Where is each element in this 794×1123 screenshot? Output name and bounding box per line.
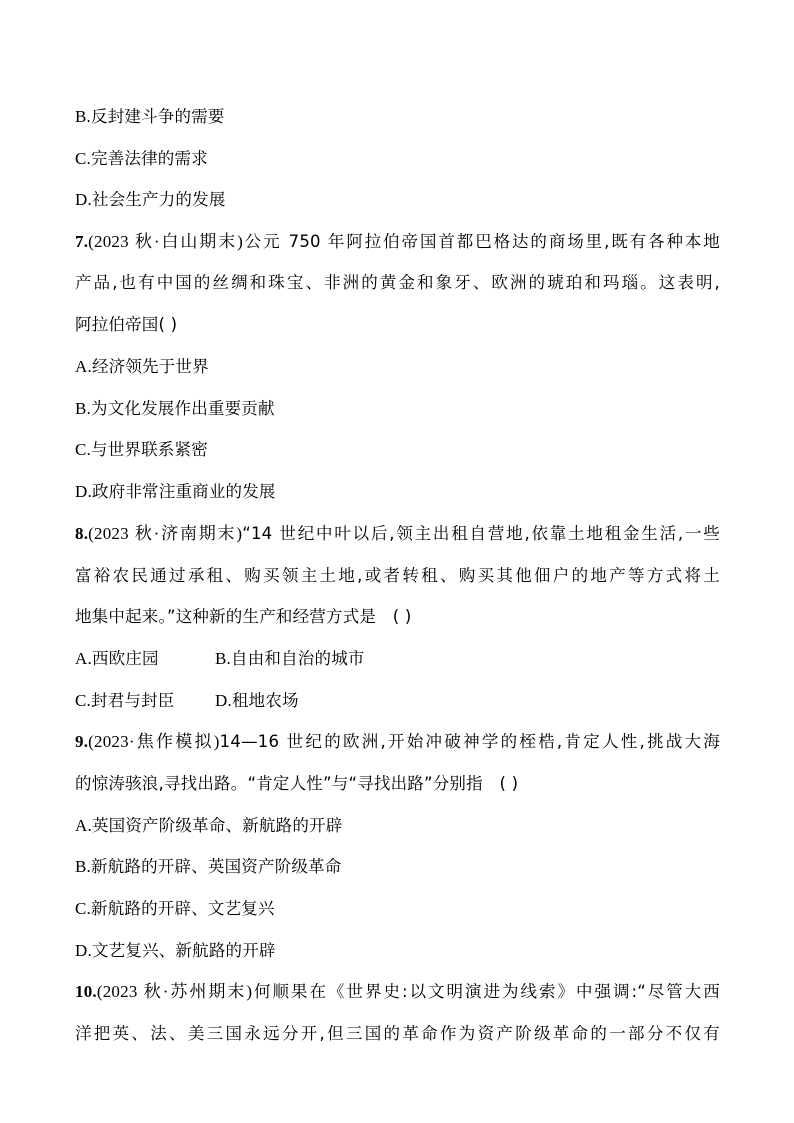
option-letter: A.	[75, 357, 92, 376]
option-letter: B.	[75, 107, 91, 126]
q8-stem-line-1	[75, 523, 720, 545]
stem-text: “14 世纪中叶以后,领主出租自营地,依靠土地租金生活,一些	[242, 524, 720, 543]
option-text: 经济领先于世界	[91, 357, 209, 376]
option-letter: D.	[75, 941, 92, 960]
q8-option-b	[215, 648, 365, 670]
q9-option-d	[75, 940, 276, 962]
option-letter: C.	[75, 440, 91, 459]
stem-text: 14—16 世纪的欧洲,开始冲破神学的桎梏,肯定人性,挑战大海	[219, 732, 720, 751]
q8-option-a	[75, 648, 215, 670]
stem-text: 富裕农民通过承租、购买领主土地,或者转租、购买其他佃户的地产等方式将土	[75, 566, 720, 585]
q7-stem-line-2	[75, 272, 720, 294]
stem-text: 阿拉伯帝国( )	[75, 315, 178, 334]
q8-option-c	[75, 690, 215, 712]
q10-stem-line-1	[75, 981, 720, 1003]
option-text: 西欧庄园	[91, 649, 159, 668]
q7-stem-line-1	[75, 231, 720, 253]
q9-stem-line-1	[75, 731, 720, 753]
option-text: 政府非常注重商业的发展	[91, 482, 276, 501]
q7-option-d	[75, 481, 276, 503]
stem-text: 洋把英、法、美三国永远分开,但三国的革命作为资产阶级革命的一部分不仅有	[75, 1024, 720, 1043]
q9-option-a	[75, 815, 342, 837]
q6-option-b	[75, 106, 225, 128]
stem-text: 公元 750 年阿拉伯帝国首都巴格达的商场里,既有各种本地	[242, 232, 720, 251]
option-text: 与世界联系紧密	[91, 440, 208, 459]
option-letter: A.	[75, 649, 92, 668]
q6-option-d	[75, 189, 226, 211]
q6-option-c	[75, 148, 208, 170]
q7-stem-line-3	[75, 314, 177, 336]
q9-stem-line-2	[75, 773, 518, 795]
option-letter: D.	[215, 691, 232, 710]
option-text: 新航路的开辟、文艺复兴	[91, 899, 275, 918]
stem-text: 何顺果在《世界史:以文明演进为线索》中强调:“尽管大西	[252, 982, 720, 1001]
option-text: 为文化发展作出重要贡献	[91, 399, 275, 418]
q8-options-row-2	[75, 690, 299, 712]
q8-options-row-1	[75, 648, 365, 670]
option-letter: C.	[75, 691, 91, 710]
option-text: 自由和自治的城市	[231, 649, 365, 668]
q8-stem-line-3	[75, 606, 412, 628]
q9-option-c	[75, 898, 275, 920]
question-number: 10.	[75, 982, 97, 1001]
option-letter: A.	[75, 816, 92, 835]
q8-option-d	[215, 690, 299, 712]
stem-text: 的惊涛骇浪,寻找出路。“肯定人性”与“寻找出路”分别指 ( )	[75, 774, 519, 793]
question-source: (2023·焦作模拟)	[88, 732, 220, 751]
option-letter: D.	[75, 190, 92, 209]
option-text: 租地农场	[231, 691, 299, 710]
option-text: 英国资产阶级革命、新航路的开辟	[91, 816, 343, 835]
option-text: 文艺复兴、新航路的开辟	[91, 941, 276, 960]
option-text: 新航路的开辟、英国资产阶级革命	[91, 857, 342, 876]
option-letter: B.	[215, 649, 231, 668]
question-number: 8.	[75, 524, 89, 543]
q8-stem-line-2	[75, 565, 720, 587]
option-text: 反封建斗争的需要	[91, 107, 225, 126]
q7-option-b	[75, 398, 275, 420]
q9-option-b	[75, 856, 342, 878]
option-letter: B.	[75, 857, 91, 876]
question-number: 7.	[75, 232, 89, 251]
q7-option-a	[75, 356, 209, 378]
q10-stem-line-2	[75, 1023, 720, 1045]
option-letter: C.	[75, 899, 91, 918]
q7-option-c	[75, 439, 208, 461]
option-letter: C.	[75, 149, 91, 168]
question-number: 9.	[75, 732, 89, 751]
option-letter: B.	[75, 399, 91, 418]
stem-text: 地集中起来。”这种新的生产和经营方式是 ( )	[75, 607, 412, 626]
stem-text: 产品,也有中国的丝绸和珠宝、非洲的黄金和象牙、欧洲的琥珀和玛瑙。这表明,	[75, 273, 720, 292]
question-source: (2023 秋·济南期末)	[88, 524, 243, 543]
option-text: 完善法律的需求	[91, 149, 208, 168]
question-source: (2023 秋·白山期末)	[88, 232, 243, 251]
option-letter: D.	[75, 482, 92, 501]
question-source: (2023 秋·苏州期末)	[96, 982, 253, 1001]
option-text: 社会生产力的发展	[91, 190, 226, 209]
option-text: 封君与封臣	[91, 691, 175, 710]
